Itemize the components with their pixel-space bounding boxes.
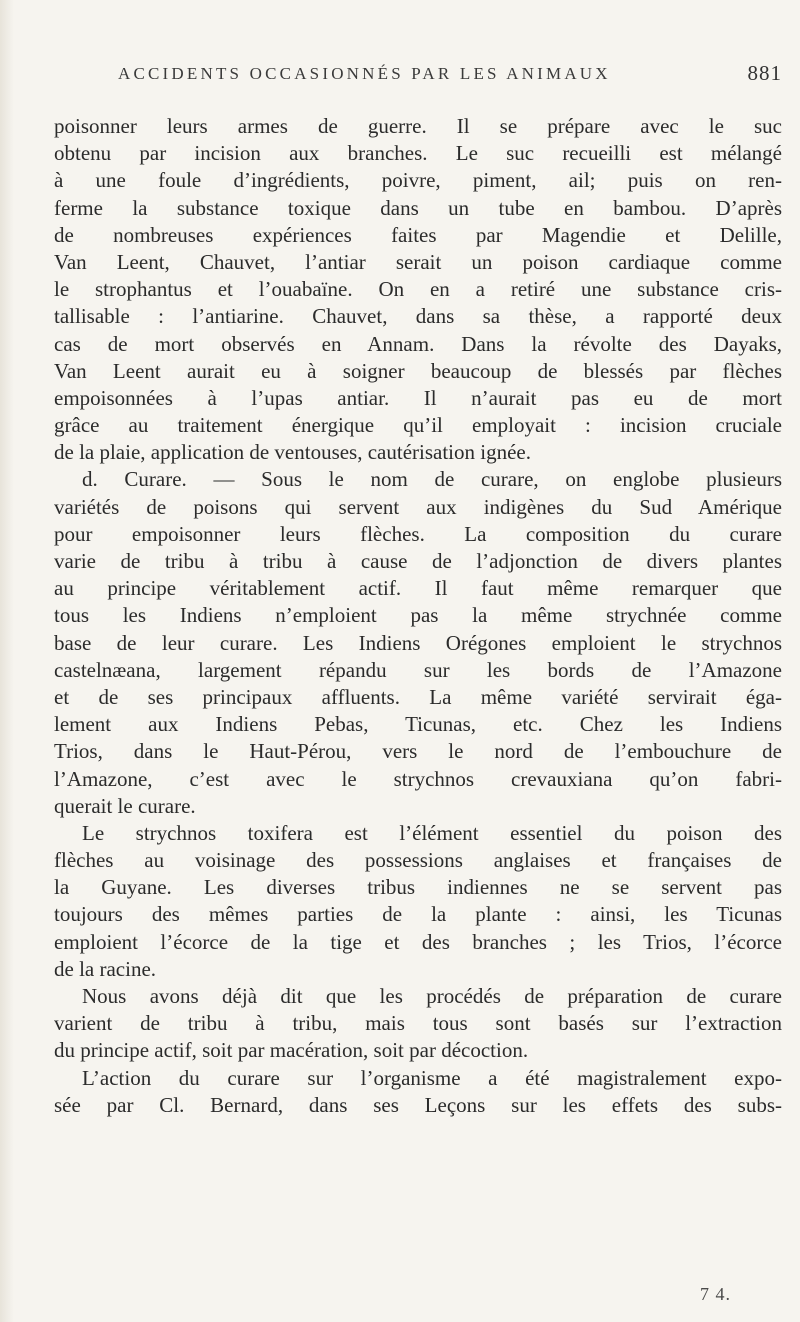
text-line: le strophantus et l’ouabaïne. On en a retiré une substance cris- [54, 277, 782, 302]
text-line: toujours des mêmes parties de la plante : ainsi, les Ticunas [54, 902, 782, 927]
text-line: de nombreuses expériences faites par Magendie et Delille, [54, 222, 782, 247]
text-line: cas de mort observés en Annam. Dans la révolte des Dayaks, [54, 331, 782, 356]
text-line: tallisable : l’antiarine. Chauvet, dans sa thèse, a rapporté deux [54, 304, 782, 329]
text-line: castelnæana, largement répandu sur les bords de l’Amazone [54, 657, 782, 682]
text-line: L’action du curare sur l’organisme a été magistralement expo- [82, 1065, 782, 1090]
page-number: 881 [747, 61, 782, 85]
text-line: flèches au voisinage des possessions anglaises et françaises de [54, 848, 782, 873]
text-line: de la racine. [54, 956, 157, 981]
text-line: Van Leent, Chauvet, l’antiar serait un poison cardiaque comme [54, 249, 782, 274]
text-line: variétés de poisons qui servent aux indigènes du Sud Amérique [54, 494, 782, 519]
text-line: emploient l’écorce de la tige et des branches ; les Trios, l’écorce [54, 929, 782, 954]
text-line: Nous avons déjà dit que les procédés de préparation de curare [82, 984, 782, 1008]
text-line: lement aux Indiens Pebas, Ticunas, etc. Chez les Indiens [54, 712, 782, 737]
text-line: et de ses principaux affluents. La même variété servirait éga- [54, 684, 782, 709]
text-line: Trios, dans le Haut-Pérou, vers le nord de l’embouchure de [54, 739, 782, 764]
text-line: sée par Cl. Bernard, dans ses Leçons sur les effets des subs- [54, 1092, 782, 1117]
text-line: querait le curare. [54, 793, 196, 818]
text-line: Le strychnos toxifera est l’élément essentiel du poison des [82, 820, 782, 845]
text-line: tous les Indiens n’emploient pas la même strychnée comme [54, 603, 782, 628]
running-title: ACCIDENTS OCCASIONNÉS PAR LES ANIMAUX [118, 64, 611, 83]
text-line: pour empoisonner leurs flèches. La composition du curare [54, 521, 782, 546]
text-line: à une foule d’ingrédients, poivre, piment, ail; puis on ren- [54, 168, 782, 193]
text-line: d. Curare. — Sous le nom de curare, on englobe plusieurs [82, 467, 782, 492]
text-line: obtenu par incision aux branches. Le suc recueilli est mélangé [54, 141, 782, 166]
text-line: varie de tribu à tribu à cause de l’adjonction de divers plantes [54, 549, 782, 573]
body-text [54, 113, 782, 1119]
signature-mark: 7 4. [700, 1284, 731, 1304]
text-line: grâce au traitement énergique qu’il employait : incision cruciale [54, 413, 782, 438]
text-line: de la plaie, application de ventouses, cautérisation ignée. [54, 440, 531, 465]
text-line: varient de tribu à tribu, mais tous sont basés sur l’extraction [54, 1011, 782, 1036]
text-line: la Guyane. Les diverses tribus indiennes ne se servent pas [54, 875, 782, 900]
running-head [118, 61, 800, 94]
text-line: base de leur curare. Les Indiens Orégones emploient le strychnos [54, 630, 782, 655]
text-line: ferme la substance toxique dans un tube en bambou. D’après [54, 195, 782, 220]
text-line: l’Amazone, c’est avec le strychnos crevauxiana qu’on fabri- [54, 766, 782, 791]
text-line: au principe véritablement actif. Il faut même remarquer que [54, 576, 782, 601]
text-line: poisonner leurs armes de guerre. Il se prépare avec le suc [54, 114, 782, 138]
text-line: empoisonnées à l’upas antiar. Il n’aurait pas eu de mort [54, 385, 782, 410]
binding-edge [0, 0, 14, 1322]
text-line: Van Leent aurait eu à soigner beaucoup de blessés par flèches [54, 358, 782, 383]
text-line: du principe actif, soit par macération, soit par décoction. [54, 1038, 529, 1063]
